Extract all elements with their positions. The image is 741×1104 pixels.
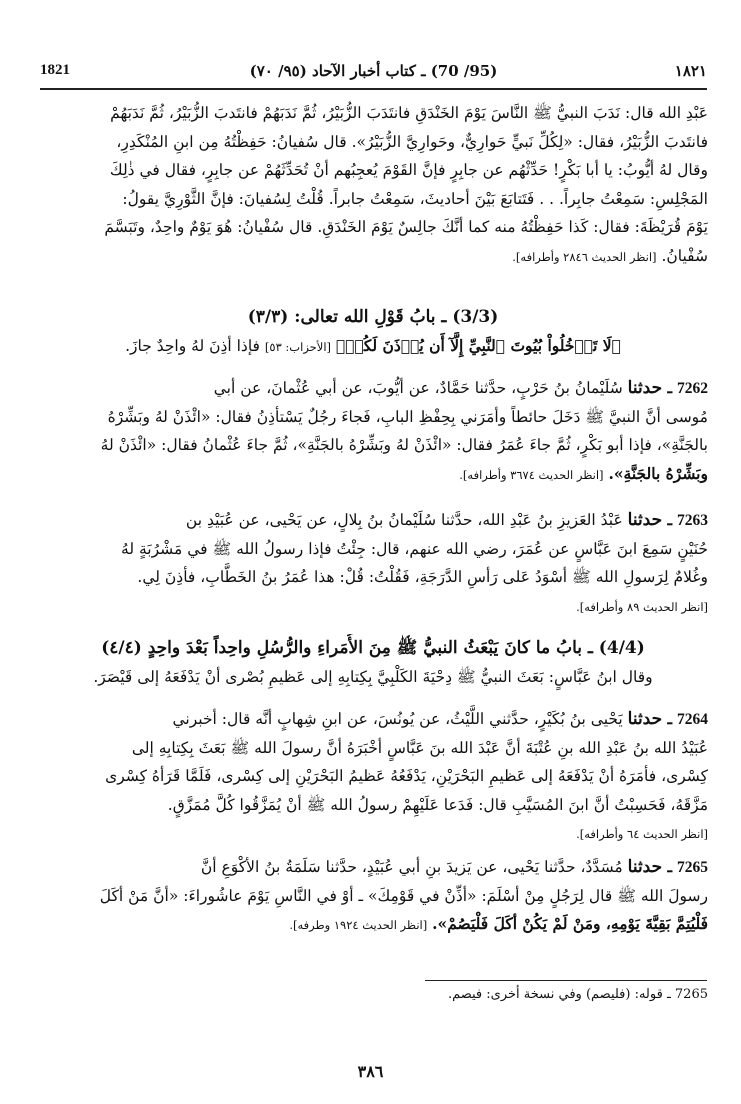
text-line: مُوسى أنَّ النبيَّ ﷺ دَخَلَ حائطاً وأمَرَني بِحِفْظِ البابِ، فَجاءَ رجُلٌ يَسْتأذِنُ فقال: «ائْذَنْ لهُ وبَشِّرْهُ [107,407,708,426]
hadith-number: 7262 [677,380,708,397]
reference: [انظر الحديث ٢٨٤٦ وأطرافه]. [512,249,657,264]
hadith-7263 [38,506,708,620]
text-line: فانتَدبَ الزُّبَيْرُ، فقال: «لِكُلِّ نَبيٍّ حَوارِيٌّ، وحَوارِيَّ الزُّبَيْرُ». قال سُفيانُ: حَفِظْتُهُ مِن ابنِ المُنْكَدِرِ، [116,132,708,151]
reference: [انظر الحديث ٣٦٧٤ وأطرافه]. [459,467,604,482]
text-line: 7264 ـ حدثنا يَحْيى بنُ بُكَيْرٍ، حدَّثني اللَّيْثُ، عن يُونُسَ، عن ابنِ شِهابٍ أنَّه قال: أخبرني [172,709,708,729]
hadith-number: 7265 [677,859,708,876]
hadith-7262 [38,374,708,488]
text-line: 7262 ـ حدثنا سُلَيْمانُ بنُ حَرْبٍ، حدَّثنا حَمَّادٌ، عن أيُّوبَ، عن أبي عُثْمانَ، عن أبي [213,378,708,398]
hadith-7264 [38,705,708,848]
hadith-lead: حدثنا [627,378,663,398]
text-fragment: وبَشِّرْهُ بالجَنَّةِ». [608,463,708,483]
section-4 [38,634,708,691]
text-fragment: يَحْيى بنُ بُكَيْرٍ، حدَّثني اللَّيْثُ، عن يُونُسَ، عن ابنِ شِهابٍ أنَّه قال: أخبرني [172,710,623,728]
text-fragment: سُلَيْمانُ بنُ حَرْبٍ، حدَّثنا حَمَّادٌ، عن أيُّوبَ، عن أبي عُثْمانَ، عن أبي [213,379,623,397]
text-line: المَجْلِسِ: سَمِعْتُ جابِراً. . . فَتَتابَعَ بَيْنَ أحاديثَ، سَمِعْتُ جابراً. قُلْتُ لِسُفيانَ: فإنَّ الثَّوْرِيَّ يقولُ: [122,189,708,208]
text-line: بالجَنَّةِ»، فإذا أبو بَكْرٍ، ثُمَّ جاءَ عُمَرُ فقال: «ائْذَنْ لهُ وبَشِّرْهُ بالجَنَّةِ»، ثُمَّ جاءَ عُثْمانُ فقال: «ائْذَنْ لهُ [100,436,708,454]
header-title: (95/ 70) ـ كتاب أخبار الآحاد (٩٥/ ٧٠) [249,62,498,80]
verse-reference: [الأحزاب: ٥٣] [264,339,332,354]
footnote: 7265 ـ قوله: (فليصم) وفي نسخة أخرى: فيصم. [447,987,708,1002]
running-header [40,62,707,90]
text-fragment: فَلْيُتِمَّ بَقِيَّةَ يَوْمِهِ، ومَنْ لَمْ يَكُنْ أكَلَ فَلْيَصُمْ». [432,914,708,933]
text-line: 7263 ـ حدثنا عَبْدُ العَزيزِ بنُ عَبْدِ الله، حدَّثنا سُلَيْمانُ بنُ بِلالٍ، عن يَحْيى، عن عُبَيْدِ بن [185,510,708,530]
paragraph-continuation [38,99,708,270]
hadith-lead: حدثنا [627,510,663,530]
header-page-number: 1821 [40,62,70,78]
text-line [38,819,708,848]
hadith-number: 7263 [677,512,708,529]
section-3 [38,303,708,360]
hadith-lead: حدثنا [627,709,663,729]
header-page-number-arabic: ١٨٢١ [674,62,707,80]
text-fragment: سُفْيانُ. [661,246,708,265]
verse-after: فإذا أذِنَ لهُ واحِدٌ جازَ. [125,336,260,355]
text-line: حُنَيْنٍ سَمِعَ ابنَ عَبَّاسٍ عن عُمَرَ، رضي الله عنهم، قال: جِئْتُ فإذا رسولُ الله ﷺ في مَشْرُبَةٍ لهُ [121,539,708,558]
text-fragment: مُسَدَّدٌ، حدَّثنا يَحْيى، عن يَزيدَ بنِ أبي عُبَيْدٍ، حدَّثنا سَلَمَةُ بنُ الأكْوَعِ أنَّ [200,858,623,876]
reference: [انظر الحديث ٦٤ وأطرافه]. [576,827,708,841]
text-line: عُبَيْدُ الله بنُ عَبْدِ الله بنِ عُتْبَةَ أنَّ عَبْدَ الله بنَ عَبَّاسٍ أخْبَرَهُ أنَّ رسولَ الله ﷺ بَعَثَ بِكِتابِهِ إلى [131,738,708,757]
text-line [38,242,708,271]
text-line: كِسْرى، فأمَرَهُ أنْ يَدْفَعَهُ إلى عَظيمِ البَحْرَيْنِ، يَدْفَعُهُ عَظيمُ البَحْرَيْنِ إلى كِسْرى، فَلَمَّا قَرَأهُ كِسْرى [105,767,708,785]
hadith-number: 7264 [677,711,708,728]
section-title: (3/3) ـ بابُ قَوْلِ الله تعالى: (٣/٣) [247,307,499,327]
text-line [38,460,708,489]
text-line: 7265 ـ حدثنا مُسَدَّدٌ، حدَّثنا يَحْيى، عن يَزيدَ بنِ أبي عُبَيْدٍ، حدَّثنا سَلَمَةُ بنُ الأكْوَعِ أنَّ [200,857,708,877]
section-intro: وقال ابنُ عَبَّاسٍ: بَعَثَ النبيُّ ﷺ دِحْيَةَ الكَلْبِيَّ بِكِتابِهِ إلى عَظيمِ بُصْرى أنْ يَدْفَعَهُ إلى قَيْصَرَ. [93,667,653,686]
reference: [انظر الحديث ١٩٢٤ وطرفه]. [289,918,428,932]
text-line: وقال لهُ أيُّوبُ: يا أبا بَكْرٍ! حَدِّثْهُم عن جابِرٍ فإنَّ القَوْمَ يُعجِبُهم أنْ تُحَدِّثَهُمْ عن جابِرٍ، فقال في ذٰلِكَ [109,161,708,179]
text-fragment: عَبْدُ العَزيزِ بنُ عَبْدِ الله، حدَّثنا سُلَيْمانُ بنُ بِلالٍ، عن يَحْيى، عن عُبَيْدِ بن [185,511,623,529]
hadith-7265 [38,853,708,939]
reference: [انظر الحديث ٨٩ وأطرافه]. [576,599,708,614]
text-line [38,910,708,939]
text-line: عَبْدِ الله قال: نَدَبَ النبيُّ ﷺ النَّاسَ يَوْمَ الخَنْدَقِ فانتَدَبَ الزُّبَيْرُ، ثُمَّ نَدَبَهُمْ فانتَدبَ الزُّبَيْرُ، ثُمَّ نَدَبَهُمْ [110,104,708,122]
hadith-lead: حدثنا [627,857,663,877]
page-number: ٣٨٦ [357,1062,384,1081]
section-title: (4/4) ـ بابُ ما كانَ يَبْعَثُ النبيُّ ﷺ مِنَ الأُمَراءِ والرُّسُلِ واحِداً بَعْدَ واحِدٍ (٤/٤) [101,638,645,658]
footnote-divider [425,980,707,981]
text-line: رسولَ الله ﷺ قال لِرَجُلٍ مِنْ أسْلَمَ: «أذِّنْ في قَوْمِكَ» ـ أوْ في النَّاسِ يَوْمَ عاشُوراءَ: «أنَّ مَنْ أكَلَ [99,886,708,905]
quran-verse: ﴿لَا تَدۡخُلُواْ بُيُوتَ ٱلنَّبِيِّ إِلَّآ أَن يُؤۡذَنَ لَكُمۡ﴾ [335,335,621,355]
text-line: مَزَّقَهُ، فَحَسِبْتُ أنَّ ابنَ المُسَيَّبِ قال: فَدَعا عَلَيْهِمْ رسولُ الله ﷺ أنْ يُمَزَّقُوا كُلَّ مُمَزَّقٍ. [167,795,708,814]
text-line: يَوْمَ قُرَيْظَةَ: فقال: كَذا حَفِظْتُهُ منه كما أنَّكَ جالِسٌ يَوْمَ الخَنْدَقِ. قال سُفْيانُ: هُوَ يَوْمٌ واحِدٌ، وتَبَسَّمَ [104,218,708,236]
text-line [38,592,708,621]
verse-line [38,332,708,361]
text-line: وغُلامٌ لِرَسولِ الله ﷺ أسْوَدُ عَلى رَأسِ الدَّرَجَةِ، فَقُلْتُ: قُلْ: هذا عُمَرُ بنُ الخَطَّابِ، فأذِنَ لِي. [137,568,708,586]
